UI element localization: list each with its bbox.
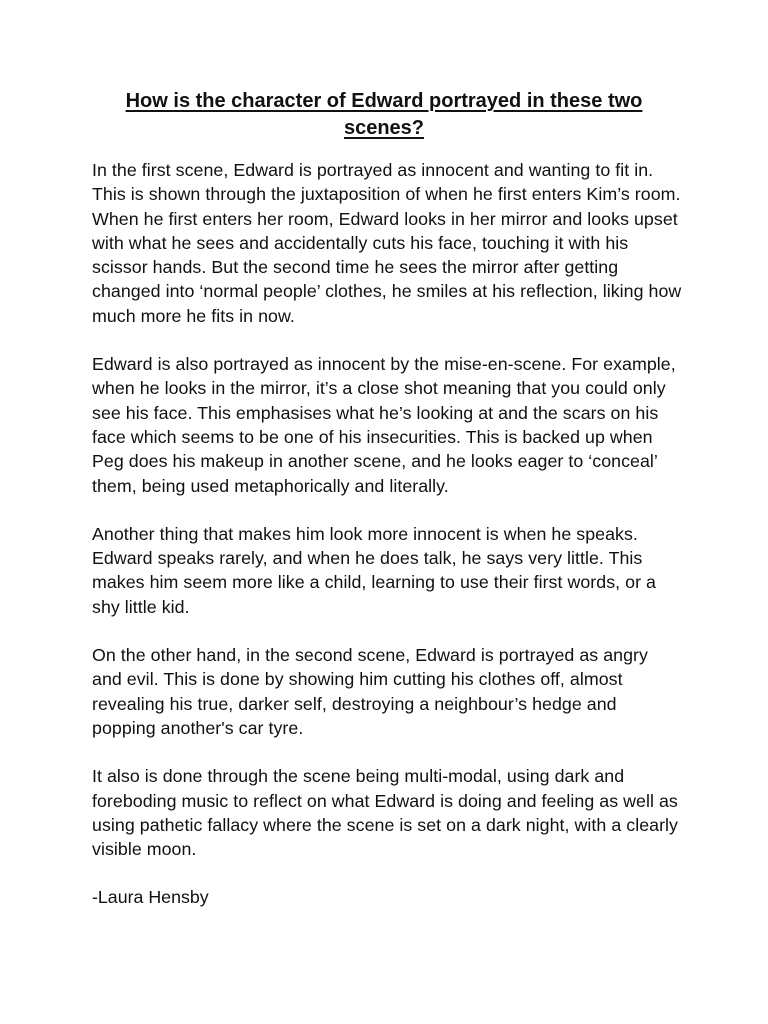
paragraph-first-scene: In the first scene, Edward is portrayed as innocent and wanting to fit in. This is shown through the juxtaposition of when he first enters Kim’s room. When he first enters her room, Edward looks in her mirror and looks upset with what he sees and accidentally cuts his face, touching it with his scissor hands. But the second time he sees the mirror after getting changed into ‘normal people’ clothes, he smiles at his reflection, liking how much more he fits in now. [92, 160, 682, 326]
document-title: How is the character of Edward portrayed in these two scenes? [125, 90, 643, 139]
paragraph-speech: Another thing that makes him look more innocent is when he speaks. Edward speaks rarely, and when he does talk, he says very little. This makes him seem more like a child, learning to use their first words, or a shy little kid. [92, 523, 656, 617]
paragraph-multi-modal: It also is done through the scene being multi-modal, using dark and foreboding music to reflect on what Edward is doing and feeling as well as using pathetic fallacy where the scene is set on a dark night, with a clearly visible moon. [92, 766, 679, 860]
paragraph-second-scene: On the other hand, in the second scene, Edward is portrayed as angry and evil. This is done by showing him cutting his clothes off, almost revealing his true, darker self, destroying a neighbour’s hedge and popping another's car tyre. [92, 645, 648, 738]
author-signature: -Laura Hensby [92, 887, 209, 908]
paragraph-mise-en-scene: Edward is also portrayed as innocent by the mise-en-scene. For example, when he looks in the mirror, it’s a close shot meaning that you could only see his face. This emphasises what he’s looking at and the scars on his face which seems to be one of his insecurities. This is backed up when Peg does his makeup in another scene, and he looks eager to ‘conceal’ them, being used metaphorically and literally. [92, 354, 676, 496]
document-body [92, 158, 682, 910]
